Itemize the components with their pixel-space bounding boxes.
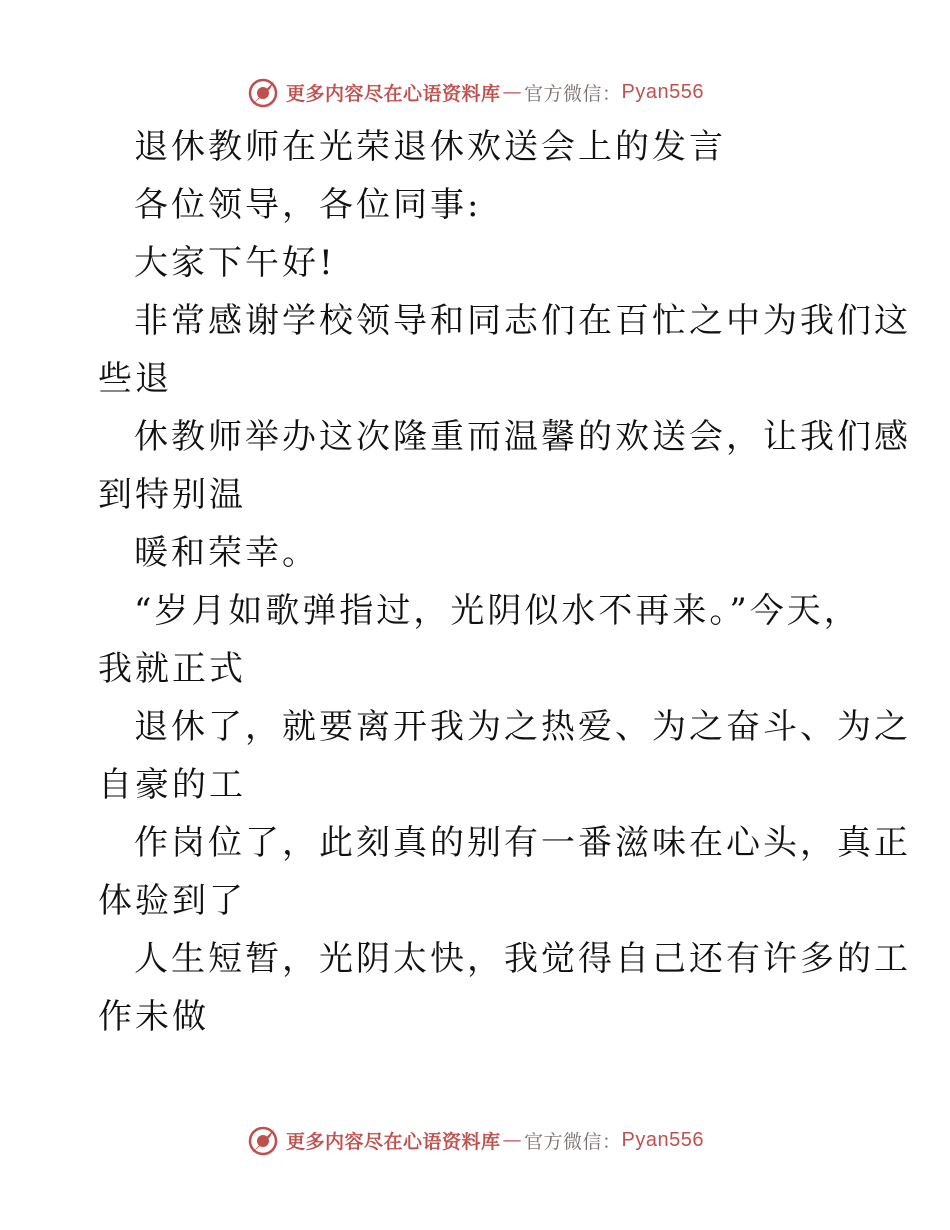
quill-pen-logo-icon: [246, 75, 280, 109]
greeting: 大家下午好!: [134, 243, 336, 283]
paragraph-line: 暖和荣幸。: [134, 533, 319, 573]
banner-dash: —: [502, 81, 523, 103]
banner-main-text: 更多内容尽在心语资料库: [286, 82, 501, 105]
quill-pen-logo-icon: [246, 1123, 280, 1157]
paragraph-line: 休教师举办这次隆重而温馨的欢送会，让我们感: [134, 417, 911, 457]
banner-wechat-id: Pyan556: [621, 80, 704, 103]
banner-wechat-label: 官方微信：: [524, 82, 622, 105]
paragraph-line: 些退: [98, 359, 172, 399]
banner-main-text: 更多内容尽在心语资料库: [286, 1130, 501, 1153]
paragraph-line: 体验到了: [98, 881, 246, 921]
document-body: [98, 118, 911, 1046]
paragraph-line: 非常感谢学校领导和同志们在百忙之中为我们这: [134, 301, 911, 341]
paragraph-line: 自豪的工: [98, 765, 246, 805]
paragraph-line: 我就正式: [98, 649, 246, 689]
paragraph-line: 作未做: [98, 997, 209, 1037]
paragraph-line: “岁月如歌弹指过，光阴似水不再来。”今天，: [134, 591, 861, 631]
salutation: 各位领导，各位同事:: [134, 185, 482, 225]
banner-dash: —: [502, 1129, 523, 1151]
footer-banner: [0, 1120, 950, 1160]
paragraph-line: 退休了，就要离开我为之热爱、为之奋斗、为之: [134, 707, 911, 747]
document-title: 退休教师在光荣退休欢送会上的发言: [134, 127, 726, 167]
paragraph-line: 到特别温: [98, 475, 246, 515]
paragraph-line: 作岗位了，此刻真的别有一番滋味在心头，真正: [134, 823, 911, 863]
header-banner: [0, 72, 950, 112]
banner-wechat-label: 官方微信：: [524, 1130, 622, 1153]
paragraph-line: 人生短暂，光阴太快，我觉得自己还有许多的工: [134, 939, 911, 979]
banner-wechat-id: Pyan556: [621, 1128, 704, 1151]
